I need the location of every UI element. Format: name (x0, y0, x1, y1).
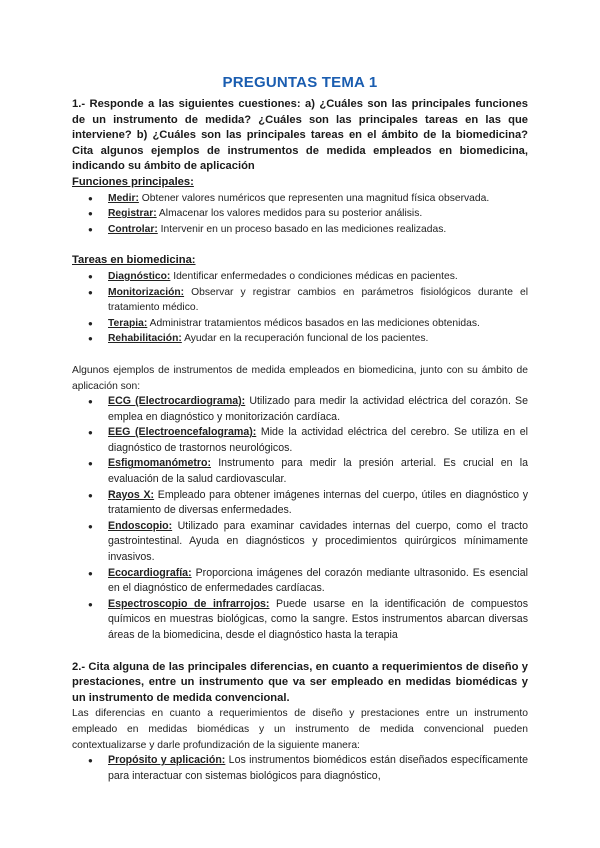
item-term: Rehabilitación: (108, 333, 182, 345)
list-item (108, 425, 528, 456)
item-term: Endoscopio: (108, 519, 173, 532)
list-item (108, 753, 528, 784)
list-item (108, 285, 528, 316)
ejemplos-intro: Algunos ejemplos de instrumentos de medida empleados en biomedicina, junto con su ámbito de aplicación son: (72, 364, 528, 392)
item-text: Observar y registrar cambios en parámetros fisiológicos durante el tratamiento médico. (108, 286, 528, 314)
list-item (108, 331, 528, 347)
item-term: Terapia: (108, 317, 148, 329)
item-term: ECG (Electrocardiograma): (108, 395, 246, 408)
ejemplos-list (72, 394, 528, 644)
list-item (108, 269, 528, 285)
question-2: 2.- Cita alguna de las principales diferencias, en cuanto a requerimientos de diseño y prestaciones, entre un instrumento que va ser empleado en medidas biomédicas y un instrumento de medida convencional. (72, 660, 528, 704)
item-text: Utilizado para examinar cavidades internas del cuerpo, como el tracto gastrointestinal. Ayuda en diagnósticos y procedimientos quirúrgicos mínimamente invasivos. (108, 519, 528, 564)
list-item (108, 394, 528, 425)
item-text: Proporciona imágenes del corazón mediante ultrasonido. Es esencial en el diagnóstico de enfermedades cardíacas. (108, 566, 528, 595)
question-1: 1.- Responde a las siguientes cuestiones: a) ¿Cuáles son las principales funciones de un instrumento de medida? ¿Cuáles son las principales tareas en las que interviene? b) ¿Cuáles son las principales tareas en el ámbito de la biomedicina? Cita algunos ejemplos de instrumentos de medida empleados en biomedicina, indicando su ámbito de aplicación (72, 98, 528, 173)
item-text: Ayudar en la recuperación funcional de los pacientes. (181, 333, 429, 345)
list-item (108, 488, 528, 519)
item-term: Propósito y aplicación: (108, 754, 226, 767)
list-item (108, 191, 528, 207)
item-term: EEG (Electroencefalograma): (108, 426, 257, 439)
list-item (108, 566, 528, 597)
list-item (108, 597, 528, 644)
item-text: Intervenir en un proceso basado en las mediciones realizadas. (157, 223, 447, 235)
funciones-list (72, 191, 528, 238)
item-text: Utilizado para medir la actividad eléctrica del corazón. Se emplea en diagnóstico y monitorización cardíaca. (108, 395, 528, 423)
item-term: Registrar: (108, 208, 157, 220)
tareas-list (72, 269, 528, 347)
item-term: Controlar: (108, 223, 158, 235)
item-text: Mide la actividad eléctrica del cerebro. Se utiliza en el diagnóstico de trastornos neurológicos. (108, 426, 528, 454)
list-item (108, 206, 528, 222)
item-text: Almacenar los valores medidos para su posterior análisis. (156, 208, 423, 220)
list-item (108, 316, 528, 332)
item-term: Monitorización: (108, 286, 185, 298)
item-term: Diagnóstico: (108, 270, 171, 282)
item-term: Medir: (108, 192, 139, 204)
item-text: Obtener valores numéricos que representen una magnitud física observada. (138, 192, 490, 204)
q2-intro: Las diferencias en cuanto a requerimientos de diseño y prestaciones entre un instrumento empleado en medidas biomédicas y un instrumento de medida convencional pueden contextualizarse y darle profundización de la siguiente manera: (72, 708, 528, 751)
funciones-heading: Funciones principales: (72, 175, 194, 188)
q2-list (72, 753, 528, 784)
item-text: Puede usarse en la identificación de compuestos químicos en muestras biológicas, como la sangre. Estos instrumentos abarcan diversas áreas de la biomedicina, desde el diagnóstico hasta la terapia (108, 597, 528, 641)
item-term: Ecocardiografía: (108, 566, 192, 579)
item-term: Espectroscopio de infrarrojos: (108, 597, 270, 610)
item-text: Instrumento para medir la presión arterial. Es crucial en la evaluación de la salud cardiovascular. (108, 457, 528, 486)
list-item (108, 519, 528, 566)
list-item (108, 456, 528, 487)
item-text: Los instrumentos biomédicos están diseñados específicamente para interactuar con sistemas biológicos para diagnóstico, (108, 754, 528, 782)
item-term: Esfigmomanómetro: (108, 457, 212, 470)
item-term: Rayos X: (108, 488, 155, 501)
item-text: Empleado para obtener imágenes internas del cuerpo, útiles en diagnóstico y tratamiento de diversas enfermedades. (108, 488, 528, 517)
item-text: Identificar enfermedades o condiciones médicas en pacientes. (170, 270, 458, 282)
page-title: PREGUNTAS TEMA 1 (222, 74, 378, 91)
item-text: Administrar tratamientos médicos basados en las mediciones obtenidas. (147, 317, 480, 329)
tareas-heading: Tareas en biomedicina: (72, 254, 196, 267)
list-item (108, 222, 528, 238)
